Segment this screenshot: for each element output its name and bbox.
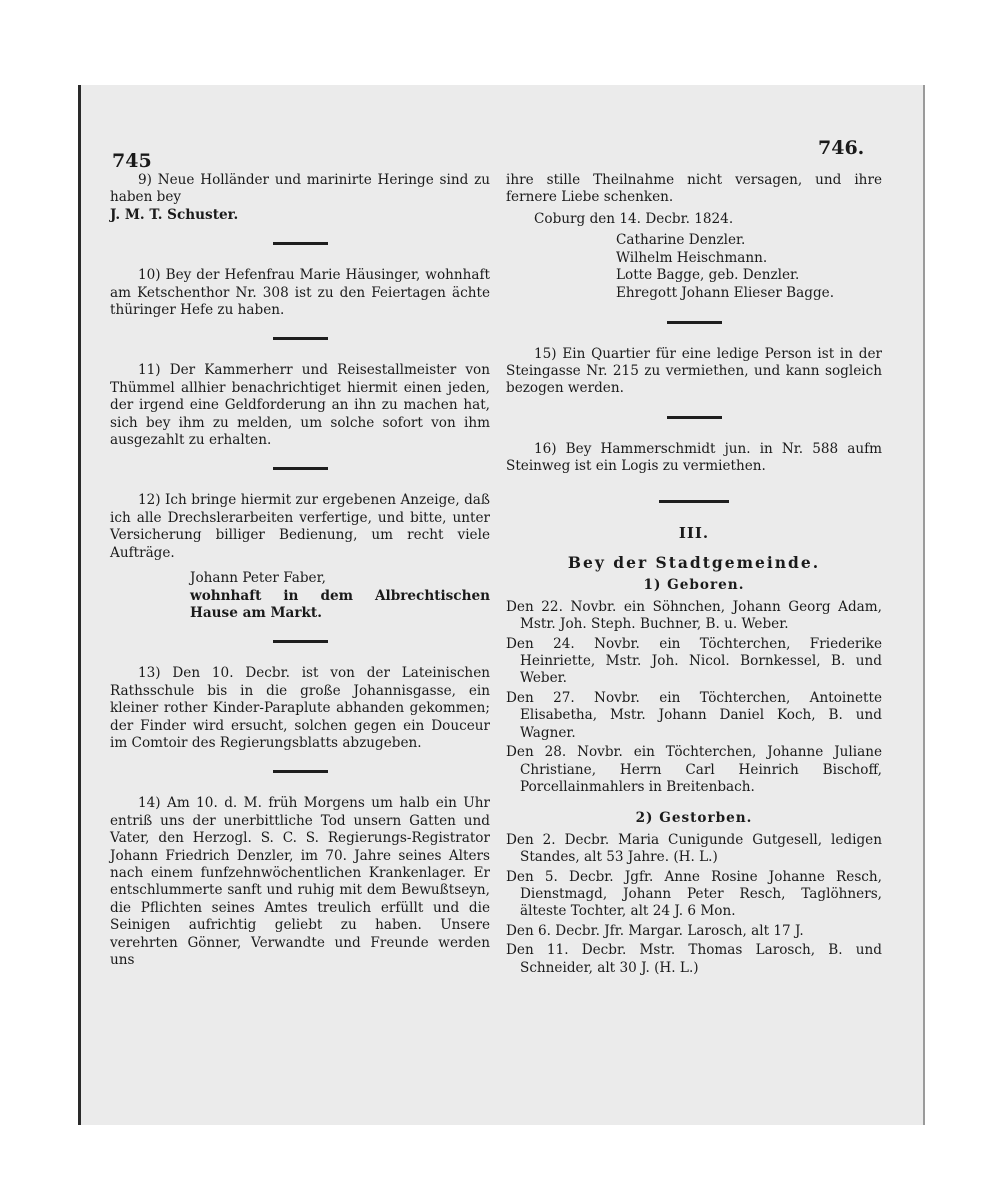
notice-9: 9) Neue Holländer und marinirte Heringe sind zu haben bey (110, 172, 490, 206)
divider (659, 500, 729, 503)
notice-11: 11) Der Kammerherr und Reisestallmeister von Thümmel allhier benachrichtiget hiermit einen jeden, der irgend eine Geldforderung an ihn zu machen hat, sich bey ihm zu melden, um solche sofort von ihm ausgezahlt zu erhalten. (110, 362, 490, 449)
notice-12-signature-address: wohnhaft in dem Albrechtischen Hause am Markt. (190, 587, 490, 621)
divider (667, 321, 722, 324)
notice-14: 14) Am 10. d. M. früh Morgens um halb ein Uhr entriß uns der unerbittliche Tod unsern Gatten und Vater, den Herzogl. S. C. S. Regierungs-Registrator Johann Friedrich Denzler, im 70. Jahre seines Alters nach einem funfzehnwöchentlichen Krankenlager. Er entschlummerte sanft und ruhig mit dem Bewußtseyn, die Pflichten seines Amtes treulich erfüllt und die Seinigen aufrichtig geliebt zu haben. Unsere verehrten Gönner, Verwandte und Freunde werden uns (110, 795, 490, 968)
notice-14-continued: ihre stille Theilnahme nicht versagen, und ihre fernere Liebe schenken. (506, 172, 882, 206)
births-title: 1) Geboren. (643, 577, 745, 594)
divider (273, 770, 328, 773)
divider (273, 640, 328, 643)
divider (273, 467, 328, 470)
death-entry: Den 11. Decbr. Mstr. Thomas Larosch, B. und Schneider, alt 30 J. (H. L.) (506, 942, 882, 976)
divider (273, 337, 328, 340)
notice-15: 15) Ein Quartier für eine ledige Person ist in der Steingasse Nr. 215 zu vermiethen, und kann sogleich bezogen werden. (506, 345, 882, 397)
left-column (110, 172, 490, 969)
notice-14-signatories (616, 232, 882, 302)
notice-12: 12) Ich bringe hiermit zur ergebenen Anzeige, daß ich alle Drechslerarbeiten verfertige, und bitte, unter Versicherung billiger Bedienung, um recht viele Aufträge. (110, 492, 490, 561)
death-entry: Den 6. Decbr. Jfr. Margar. Larosch, alt 17 J. (506, 922, 804, 939)
notice-9-signature: J. M. T. Schuster. (110, 206, 239, 223)
page-number-right: 746. (818, 137, 865, 159)
signatory-name: Catharine Denzler. (616, 232, 746, 249)
signatory-name: Lotte Bagge, geb. Denzler. (616, 267, 800, 284)
section-heading: Bey der Stadtgemeinde. (567, 553, 821, 573)
right-column (506, 172, 882, 979)
birth-entry: Den 22. Novbr. ein Söhnchen, Johann Georg Adam, Mstr. Joh. Steph. Buchner, B. u. Weber. (506, 598, 882, 633)
notice-12-signature-name: Johann Peter Faber, (190, 570, 326, 587)
signatory-name: Wilhelm Heischmann. (616, 249, 768, 266)
notice-13: 13) Den 10. Decbr. ist von der Lateinischen Rathsschule bis in die große Johannisgasse, ein kleiner rother Kinder-Paraplute abhanden gekommen; der Finder wird ersucht, solchen gegen ein Douceur im Comtoir des Regierungsblatts abzugeben. (110, 665, 490, 751)
birth-entry: Den 24. Novbr. ein Töchterchen, Friederike Heinriette, Mstr. Joh. Nicol. Bornkessel, B. und Weber. (506, 635, 882, 687)
notice-10: 10) Bey der Hefenfrau Marie Häusinger, wohnhaft am Ketschenthor Nr. 308 ist zu den Feiertagen ächte thüringer Hefe zu haben. (110, 267, 490, 319)
birth-entry: Den 27. Novbr. ein Töchterchen, Antoinette Elisabetha, Mstr. Johann Daniel Koch, B. und Wagner. (506, 689, 882, 741)
page-number-left: 745 (112, 150, 152, 172)
notice-16: 16) Bey Hammerschmidt jun. in Nr. 588 aufm Steinweg ist ein Logis zu vermiethen. (506, 440, 882, 475)
deaths-title: 2) Gestorben. (635, 810, 753, 827)
divider (273, 242, 328, 245)
death-entry: Den 2. Decbr. Maria Cunigunde Gutgesell, ledigen Standes, alt 53 Jahre. (H. L.) (506, 831, 882, 866)
birth-entry: Den 28. Novbr. ein Töchterchen, Johanne Juliane Christiane, Herrn Carl Heinrich Bischoff, Porcellainmahlers in Breitenbach. (506, 744, 882, 795)
divider (667, 416, 722, 419)
death-entry: Den 5. Decbr. Jgfr. Anne Rosine Johanne Resch, Dienstmagd, Johann Peter Resch, Taglöhners, älteste Tochter, alt 24 J. 6 Mon. (506, 868, 882, 920)
notice-14-date: Coburg den 14. Decbr. 1824. (534, 210, 734, 227)
section-number: III. (678, 523, 710, 542)
signatory-name: Ehregott Johann Elieser Bagge. (616, 285, 835, 301)
